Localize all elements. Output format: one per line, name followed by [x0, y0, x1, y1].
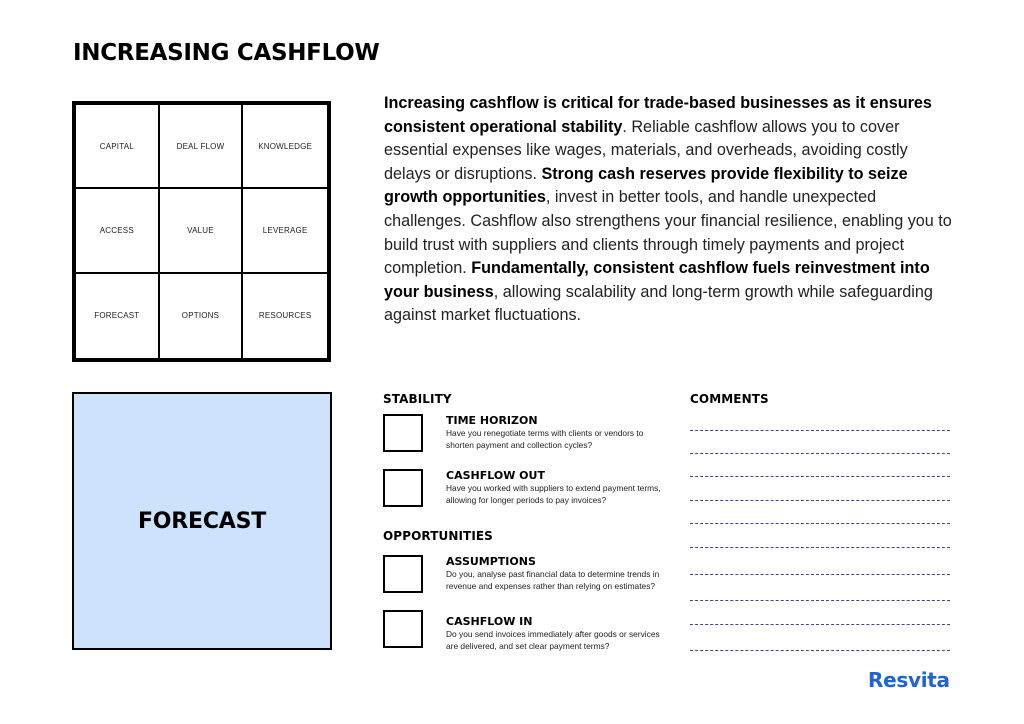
- framework-grid: [72, 101, 331, 362]
- grid-cell-deal-flow: DEAL FLOW: [160, 105, 244, 189]
- grid-cell-value: VALUE: [160, 189, 244, 273]
- intro-text-3: , allowing scalability and long-term growth while safeguarding against market fluctuations.: [384, 282, 933, 325]
- brand-logo: Resvita: [868, 668, 950, 692]
- checkbox-cashflow-out[interactable]: [383, 469, 423, 507]
- item-desc-cashflow-in: Do you send invoices immediately after goods or services are delivered, and set clear payment terms?: [446, 629, 660, 651]
- intro-paragraph: [384, 92, 954, 328]
- item-desc-assumptions: Do you, analyse past financial data to determine trends in revenue and expenses rather than relying on estimates?: [446, 569, 660, 591]
- section-opportunities-heading: OPPORTUNITIES: [383, 529, 493, 543]
- comment-line[interactable]: [690, 430, 950, 431]
- item-title-cashflow-in: CASHFLOW IN: [446, 615, 533, 628]
- comment-line[interactable]: [690, 523, 950, 524]
- section-comments-heading: COMMENTS: [690, 392, 769, 406]
- item-title-assumptions: ASSUMPTIONS: [446, 555, 536, 568]
- grid-cell-options: OPTIONS: [160, 274, 244, 358]
- grid-cell-knowledge: KNOWLEDGE: [243, 105, 327, 189]
- page-title: INCREASING CASHFLOW: [73, 40, 380, 66]
- checkbox-time-horizon[interactable]: [383, 414, 423, 452]
- section-stability-heading: STABILITY: [383, 392, 452, 406]
- intro-bold-1: Increasing cashflow is critical for trade-based businesses as it ensures consistent operational stability: [384, 94, 932, 136]
- focus-panel: [72, 392, 332, 650]
- comment-line[interactable]: [690, 624, 950, 625]
- item-desc-time-horizon: Have you renegotiate terms with clients or vendors to shorten payment and collection cycles?: [446, 428, 644, 450]
- comment-line[interactable]: [690, 453, 950, 454]
- grid-cell-capital: CAPITAL: [76, 105, 160, 189]
- item-desc-cashflow-out: Have you worked with suppliers to extend payment terms, allowing for longer periods to pay invoices?: [446, 483, 661, 505]
- comment-line[interactable]: [690, 476, 950, 477]
- comment-line[interactable]: [690, 600, 950, 601]
- intro-text-1: . Reliable cashflow allows you to cover essential expenses like wages, materials, and overheads, avoiding costly delays or disruptions.: [384, 117, 908, 183]
- checkbox-cashflow-in[interactable]: [383, 610, 423, 648]
- comment-line[interactable]: [690, 547, 950, 548]
- item-title-cashflow-out: CASHFLOW OUT: [446, 469, 545, 482]
- item-title-time-horizon: TIME HORIZON: [446, 414, 538, 427]
- grid-cell-leverage: LEVERAGE: [243, 189, 327, 273]
- comment-line[interactable]: [690, 650, 950, 651]
- comment-line[interactable]: [690, 500, 950, 501]
- grid-cell-resources: RESOURCES: [258, 311, 312, 321]
- intro-text-2: , invest in better tools, and handle unexpected challenges. Cashflow also strengthens your financial resilience, enabling you to build trust with suppliers and clients through timely payments and project completion.: [384, 188, 952, 278]
- comment-line[interactable]: [690, 574, 950, 575]
- grid-cell-forecast: FORECAST: [76, 274, 160, 358]
- grid-cell-access: ACCESS: [76, 189, 160, 273]
- intro-bold-2: Strong cash reserves provide flexibility to seize growth opportunities: [384, 164, 908, 207]
- intro-bold-3: Fundamentally, consistent cashflow fuels reinvestment into your business: [384, 259, 930, 301]
- checkbox-assumptions[interactable]: [383, 555, 423, 593]
- focus-label: FORECAST: [137, 508, 267, 534]
